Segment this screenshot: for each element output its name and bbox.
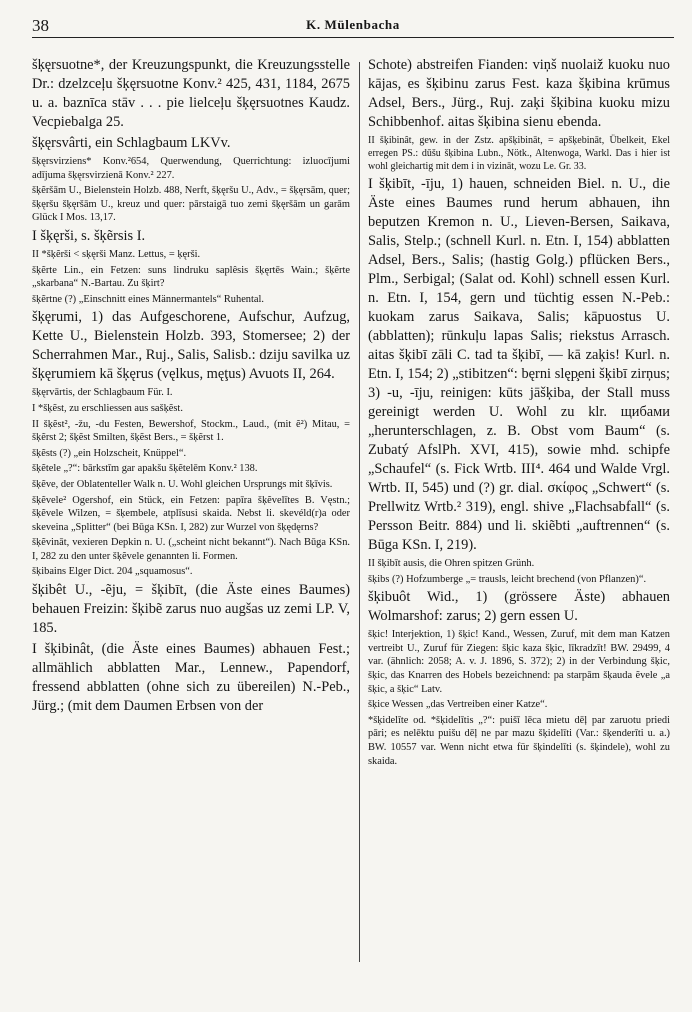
dictionary-entry: šķęrsuotne*, der Kreuzungspunkt, die Kreuzungsstelle Dr.: dzelzceļu šķęrsuotne Konv.² 425, 431, 1184, 2675 u. a. baznīca stāv . . . pie lielceļu šķęrsuotnes Kaudz. Vecpiebalga 25. xyxy=(32,57,350,130)
dictionary-entry: šķẽvināt, vexieren Depkin n. U. („scheint nicht bekannt“). Nach Būga KSn. I, 282 zu den unter šķẽvele genannten li. Formen. xyxy=(32,537,350,562)
dictionary-entry: šķẽsts (?) „ein Holzscheit, Knüppel“. xyxy=(32,447,187,459)
dictionary-entry: Schote) abstreifen Fianden: viņš nuolaiž kuoku nuo kājas, es šķibinu zarus Fest. kaza šķibina krūmus Adsel, Bers., Jürg., Ruj. zaķi šķibina kuoku mizu Schibbenhof. aitas šķibina sienu ebenda. xyxy=(368,57,670,130)
running-title: K. Mülenbacha xyxy=(306,17,400,32)
dictionary-entry: šķibains Elger Dict. 204 „squamosus“. xyxy=(32,566,193,578)
dictionary-entry: II *šķẽrši < sķęrši Manz. Lettus, = ķęrši. xyxy=(32,248,201,260)
dictionary-entry: šķẽtele „?“: bārkstīm gar apakšu šķẽtelēm Konv.² 138. xyxy=(32,463,258,475)
dictionary-entry: šķibêt U., -ẽju, = šķibīt, (die Äste eines Baumes) behauen Freizin: šķibẽ zarus nuo augšas uz zemi LP. V, 185. xyxy=(32,582,350,637)
dictionary-entry: šķic! Interjektion, 1) šķic! Kand., Wessen, Zuruf, mit dem man Katzen vertreibt U., Zuruf für Ziegen: šķic kaza šķic, līkradzīt! BW. 29499, 4 var. (ähnlich: 2058; A. v. J. 1896, S. 372); 2) in der Verbindung šķic, šķic, das Knarren des Hobels bezeichnend: pa starpām šķauda ẽvele „a šķic, a šķic“ Latv. xyxy=(368,629,670,695)
header-rule xyxy=(32,37,674,38)
page-number: 38 xyxy=(32,16,49,35)
dictionary-entry: šķice Wessen „das Vertreiben einer Katze“. xyxy=(368,699,548,711)
dictionary-entry: šķẽrtne (?) „Einschnitt eines Männermantels“ Ruhental. xyxy=(32,293,264,305)
dictionary-entry: šķęrsvârti, ein Schlagbaum LKVv. xyxy=(32,135,231,151)
dictionary-entry: šķẽvele² Ogershof, ein Stück, ein Fetzen: papīra šķẽvelītes B. Vęstn.; šķẽvele Wilzen, = šķembele, atplīsusi skaida. Nebst li. skevéld(r)a oder skeveina „Splitter“ (bei Būga KSn. I, 282) zur Wurzel von šķędęrns? xyxy=(32,494,350,533)
dictionary-entry: šķęrvārtis, der Schlagbaum Für. I. xyxy=(32,387,173,399)
dictionary-entry: I *šķẽst, zu erschliessen aus sašķẽst. xyxy=(32,402,183,414)
dictionary-entry: I šķibīt, -īju, 1) hauen, schneiden Biel. n. U., die Äste eines Baumes rund herum abhauen, ihn beputzen Kremon n. U., Lieven-Bersen, Saikava, Salis, Stelp.; (schnell Kurl. n. Etn. I, 154) abblatten Adsel, Bers., Salis; (hastig Golg.) pflücken Bers., Plm., Serbigal; (Salat od. Kohl) schnell essen Kurl. n. Etn. I, 154, gern und tüchtig essen N.-Peb.: kuokam zarus Saikava, Salis; kāpuostus U. (abblatten); rūnkuļu lapas Salis; riekstus Arrasch. aitas šķibī zāli C. tad ta šķibī, — kā zaķis! Kurl. n. Etn. I, 154; 2) „stibitzen“: bęrni slęp̧eni šķibī zirņus; 3) -u, -īju, reinigen: kūts jāšķiba, der Stall muss gereinigt werden U. Wohl zu klr. щибами „herunterschlagen, z. B. Obst vom Baum“ (s. Zubatý AfslPh. XVI, 415), sowie mhd. schipfe „Schaufel“ (s. Fick Wrtb. III⁴. 464 und Walde Vrgl. Wrtb. II, 545) und (?) gr. dial. σκίφος „Schwert“ (s. Prellwitz Wrtb.² 319), engl. shive „Flachsabfall“ (s. Persson Beitr. 884) und li. skiẽbti „auftrennen“ (s. Būga KSn. I, 219). xyxy=(368,176,670,553)
dictionary-entry: I šķęrši, s. šķẽrsis I. xyxy=(32,227,146,244)
dictionary-entry: šķibuôt Wid., 1) (grössere Äste) abhauen Wolmarshof: zarus; 2) gern essen U. xyxy=(368,589,670,625)
page-header xyxy=(32,10,674,36)
dictionary-entry: šķęrumi, 1) das Aufgeschorene, Aufschur, Aufzug, Kette U., Bielenstein Holzb. 393, Stomersee; 2) der Scherrahmen Mar., Ruj., Salis, Salisb.: dziju savilka uz šķęrumiem kā šķęrus (vęlkus, męţus) Avuots II, 264. xyxy=(32,309,350,383)
dictionary-entry: šķẽršām U., Bielenstein Holzb. 488, Nerft, šķęršu U., Adv., = šķęrsām, quer; šķęršu šķęršām U., kreuz und quer: pārstaigā tuo zemi šķęršām un garām Glück I Mos. 13,17. xyxy=(32,185,350,224)
dictionary-entry: I šķibinât, (die Äste eines Baumes) abhauen Fest.; allmählich abblatten Mar., Lennew., Papendorf, fressend abblatten (ohne sich zu übereilen) N.-Peb., Jürg.; (mit dem Daumen Erbsen von der xyxy=(32,641,350,715)
dictionary-entry: II šķẽst², -žu, -du Festen, Bewershof, Stockm., Laud., (mit ẽ²) Mitau, = šķẽrst 2; šķẽst Smilten, šķẽst Bers., = šķẽrst 1. xyxy=(32,418,350,444)
dictionary-entry: II šķibinât, gew. in der Zstz. apšķibināt, = apšķebināt, Übelkeit, Ekel erregen PS.: dūšu šķibina Lubn., Nötk., Altenwoga, Warkl. Das i hier ist wohl gleichartig mit dem i in vizināt, wozu Le. Gr. 33. xyxy=(368,135,670,172)
dictionary-entry: šķẽve, der Oblatenteller Walk n. U. Wohl gleichen Ursprungs mit šķīvis. xyxy=(32,478,333,490)
dictionary-entry: šķẽrte Lin., ein Fetzen: suns lindruku saplêsis šķęrtēs Wain.; šķẽrte „skarbana“ N.-Bartau. Zu šķirt? xyxy=(32,264,350,290)
left-column xyxy=(32,56,350,718)
dictionary-entry: šķibs (?) Hofzumberge „= trausls, leicht brechend (von Pflanzen)“. xyxy=(368,573,647,585)
column-divider xyxy=(359,62,360,962)
dictionary-entry: šķęrsvirziens* Konv.²654, Querwendung, Querrichtung: izluocījumi adījuma šķęrsvirzienā Konv.² 227. xyxy=(32,156,350,181)
dictionary-entry: II šķibīt ausis, die Ohren spitzen Grünh. xyxy=(368,558,535,569)
dictionary-entry: *šķidelīte od. *šķidelītis „?“: puišī lēca mietu dēļ par zaruotu priedi pāri; es nelēktu puišu dēļ ne par mazu šķidelīti (Var.: šķenderīti u. a.) BW. 10557 var. Wenn nicht etwa für šķindelīti (s. šķindele), wohl zu skaida. xyxy=(368,714,670,767)
right-column xyxy=(368,56,670,770)
